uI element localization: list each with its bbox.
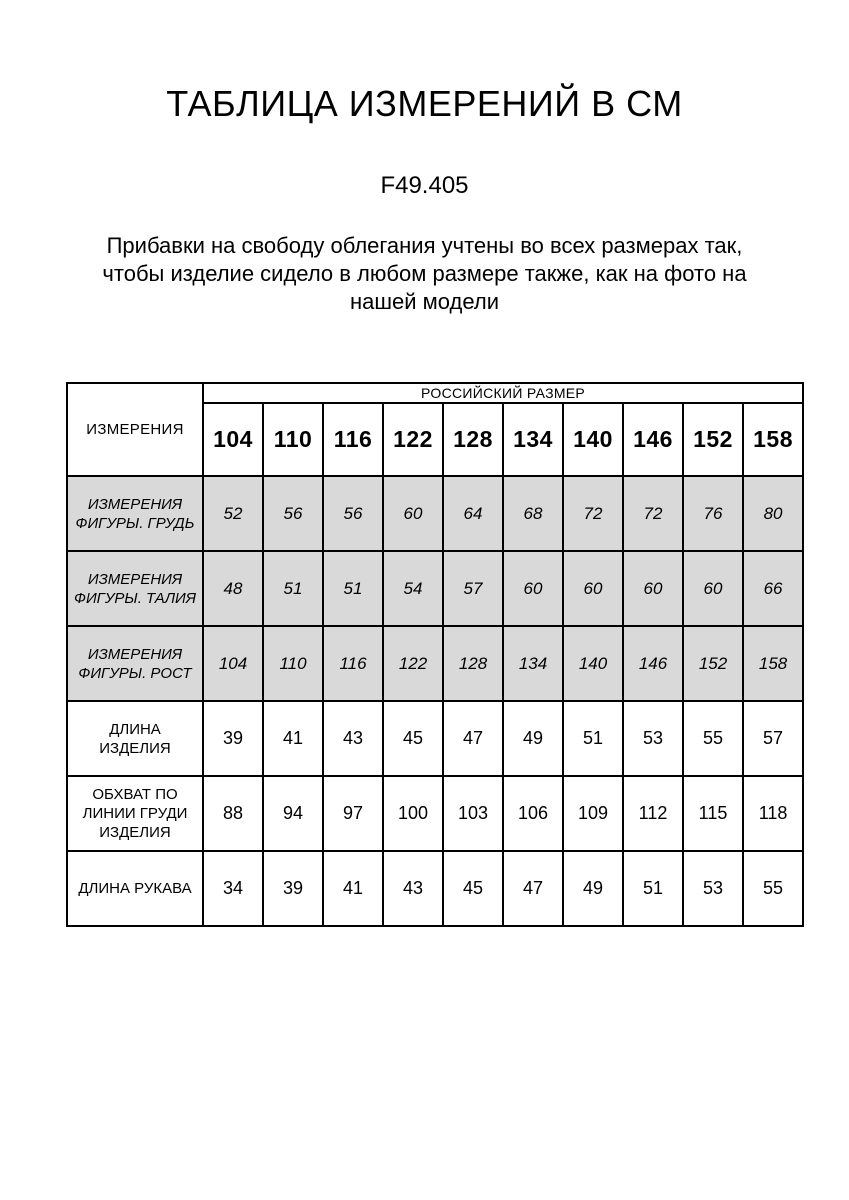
value-cell: 116 [323,626,383,701]
value-cell: 109 [563,776,623,851]
value-cell: 110 [263,626,323,701]
size-header-cell: 152 [683,403,743,476]
value-cell: 60 [563,551,623,626]
row-label-cell: ОБХВАТ ПО ЛИНИИ ГРУДИ ИЗДЕЛИЯ [67,776,203,851]
value-cell: 60 [623,551,683,626]
value-cell: 53 [683,851,743,926]
value-cell: 43 [323,701,383,776]
measurements-table [66,382,804,927]
row-label-cell: ИЗМЕРЕНИЯ ФИГУРЫ. ГРУДЬ [67,476,203,551]
table-row [67,476,803,551]
value-cell: 128 [443,626,503,701]
fit-note: Прибавки на свободу облегания учтены во всех размерах так, чтобы изделие сидело в любом размере также, как на фото на нашей модели [102,233,747,314]
value-cell: 112 [623,776,683,851]
value-cell: 146 [623,626,683,701]
value-cell: 66 [743,551,803,626]
row-label-cell: ИЗМЕРЕНИЯ ФИГУРЫ. ТАЛИЯ [67,551,203,626]
table-row [67,551,803,626]
value-cell: 45 [383,701,443,776]
russian-size-header: РОССИЙСКИЙ РАЗМЕР [203,383,803,403]
value-cell: 97 [323,776,383,851]
value-cell: 118 [743,776,803,851]
value-cell: 134 [503,626,563,701]
table-row [67,851,803,926]
value-cell: 51 [563,701,623,776]
model-code: F49.405 [380,172,469,199]
page-title: ТАБЛИЦА ИЗМЕРЕНИЙ В СМ [166,83,683,124]
size-header-cell: 128 [443,403,503,476]
size-header-cell: 140 [563,403,623,476]
table-row [67,776,803,851]
value-cell: 60 [383,476,443,551]
value-cell: 51 [263,551,323,626]
value-cell: 72 [623,476,683,551]
value-cell: 56 [263,476,323,551]
value-cell: 52 [203,476,263,551]
value-cell: 88 [203,776,263,851]
value-cell: 39 [263,851,323,926]
value-cell: 104 [203,626,263,701]
value-cell: 39 [203,701,263,776]
value-cell: 122 [383,626,443,701]
value-cell: 94 [263,776,323,851]
value-cell: 106 [503,776,563,851]
value-cell: 49 [503,701,563,776]
table-head [67,383,803,476]
size-header-cell: 158 [743,403,803,476]
value-cell: 60 [503,551,563,626]
size-group-row [67,383,803,403]
table-row [67,626,803,701]
table-body [67,476,803,926]
value-cell: 64 [443,476,503,551]
size-header-cell: 104 [203,403,263,476]
value-cell: 49 [563,851,623,926]
value-cell: 55 [683,701,743,776]
value-cell: 34 [203,851,263,926]
row-label-cell: ДЛИНА ИЗДЕЛИЯ [67,701,203,776]
value-cell: 53 [623,701,683,776]
value-cell: 45 [443,851,503,926]
size-header-cell: 134 [503,403,563,476]
value-cell: 80 [743,476,803,551]
value-cell: 60 [683,551,743,626]
row-label-cell: ДЛИНА РУКАВА [67,851,203,926]
value-cell: 103 [443,776,503,851]
value-cell: 41 [323,851,383,926]
value-cell: 41 [263,701,323,776]
size-header-cell: 110 [263,403,323,476]
value-cell: 57 [443,551,503,626]
value-cell: 140 [563,626,623,701]
value-cell: 56 [323,476,383,551]
measurements-column-header: ИЗМЕРЕНИЯ [67,383,203,476]
value-cell: 55 [743,851,803,926]
table-row [67,701,803,776]
value-cell: 48 [203,551,263,626]
value-cell: 51 [323,551,383,626]
value-cell: 76 [683,476,743,551]
value-cell: 68 [503,476,563,551]
value-cell: 43 [383,851,443,926]
value-cell: 47 [443,701,503,776]
size-header-cell: 116 [323,403,383,476]
row-label-cell: ИЗМЕРЕНИЯ ФИГУРЫ. РОСТ [67,626,203,701]
value-cell: 115 [683,776,743,851]
value-cell: 100 [383,776,443,851]
value-cell: 57 [743,701,803,776]
value-cell: 72 [563,476,623,551]
size-header-cell: 122 [383,403,443,476]
value-cell: 54 [383,551,443,626]
value-cell: 152 [683,626,743,701]
size-header-cell: 146 [623,403,683,476]
value-cell: 51 [623,851,683,926]
value-cell: 47 [503,851,563,926]
value-cell: 158 [743,626,803,701]
